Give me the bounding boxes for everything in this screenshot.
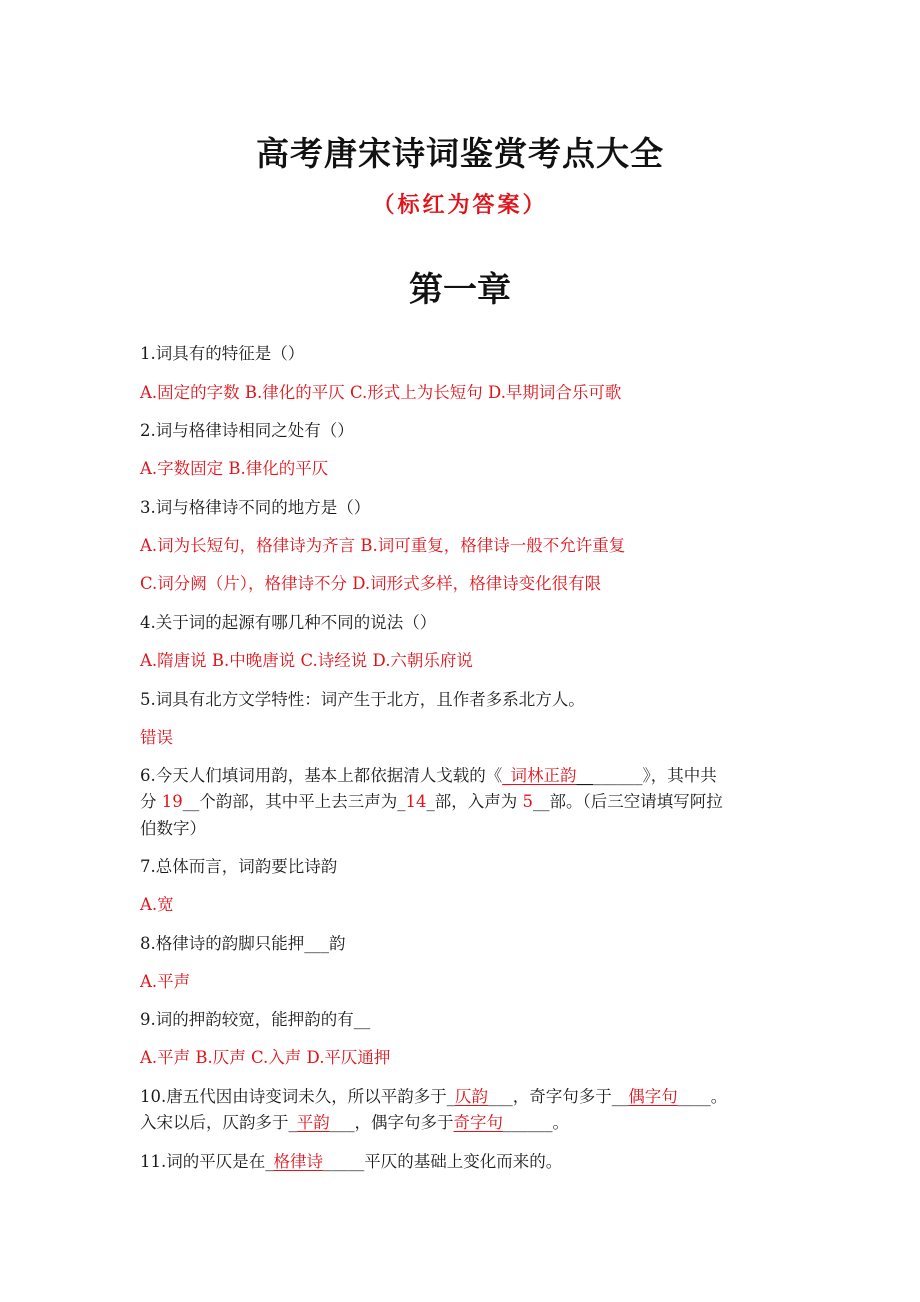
question-7: 7.总体而言，词韵要比诗韵 (140, 857, 338, 876)
q6-answer-14: 14 (405, 792, 427, 811)
q11-text-2: _____平仄的基础上变化而来的。 (323, 1152, 563, 1171)
question-2: 2.词与格律诗相同之处有（） (140, 421, 354, 440)
answer-5: 错误 (140, 728, 173, 747)
question-10-line-2 (140, 1111, 790, 1135)
q10-text-5: ___，偶字句多于 (329, 1113, 454, 1132)
q10-answer-odd-lines: 奇字句 (453, 1113, 503, 1132)
q10-text-2: ___，奇字句多于__ (488, 1087, 629, 1106)
q6-blank-1: __ (576, 766, 593, 785)
q6-answer-book: _词林正韵 (502, 766, 577, 785)
q10-text-3: ____。 (677, 1087, 728, 1106)
question-10-line-1 (140, 1085, 790, 1109)
q6-text-6: __部。（后三空请填写阿拉 (533, 792, 723, 811)
q10-text-6: ______。 (503, 1113, 569, 1132)
q6-answer-5: 5 (522, 792, 533, 811)
question-4: 4.关于词的起源有哪几种不同的说法（） (140, 613, 437, 632)
question-5: 5.词具有北方文学特性：词产生于北方，且作者多系北方人。 (140, 690, 585, 709)
q6-text-4: __个韵部，其中平上去三声为_ (182, 792, 406, 811)
question-6-line-2 (140, 790, 790, 814)
answer-4: A.隋唐说 B.中晚唐说 C.诗经说 D.六朝乐府说 (140, 651, 473, 670)
question-3: 3.词与格律诗不同的地方是（） (140, 498, 371, 517)
q11-text-1: 11.词的平仄是在_ (140, 1152, 274, 1171)
document-title: 高考唐宋诗词鉴赏考点大全 (256, 134, 664, 173)
question-1: 1.词具有的特征是（） (140, 344, 305, 363)
q6-answer-19: 19 (161, 792, 183, 811)
answer-7: A.宽 (140, 895, 174, 914)
q10-answer-ping-rhyme: 平韵 (296, 1113, 330, 1132)
q10-answer-even-lines: 偶字句 (628, 1087, 678, 1106)
q10-answer-ze-rhyme: 仄韵 (455, 1087, 488, 1106)
q10-text-4: 入宋以后，仄韵多于_ (140, 1113, 297, 1132)
q6-text-2: ______》，其中共 (593, 766, 717, 785)
q6-text-5: _部，入声为 (426, 792, 523, 811)
document-subtitle: （标红为答案） (372, 193, 548, 218)
q10-text-1: 10.唐五代因由诗变词未久，所以平韵多于_ (140, 1087, 455, 1106)
question-11 (140, 1150, 790, 1174)
answer-3-line-1: A.词为长短句，格律诗为齐言 B.词可重复，格律诗一般不允许重复 (140, 536, 626, 555)
q11-answer-regulated-verse: 格律诗 (273, 1152, 323, 1171)
answer-8: A.平声 (140, 972, 191, 991)
answer-3-line-2: C.词分阙（片），格律诗不分 D.词形式多样，格律诗变化很有限 (140, 574, 602, 593)
chapter-heading: 第一章 (409, 270, 511, 310)
question-8: 8.格律诗的韵脚只能押___韵 (140, 934, 346, 953)
answer-2: A.字数固定 B.律化的平仄 (140, 459, 329, 478)
answer-1: A.固定的字数 B.律化的平仄 C.形式上为长短句 D.早期词合乐可歌 (140, 383, 622, 402)
question-6-line-1 (140, 764, 790, 788)
question-9: 9.词的押韵较宽，能押韵的有__ (140, 1010, 371, 1029)
q6-text-1: 6.今天人们填词用韵，基本上都依据清人戈载的《 (140, 766, 503, 785)
answer-9: A.平声 B.仄声 C.入声 D.平仄通押 (140, 1048, 391, 1067)
q6-text-3: 分 (140, 792, 162, 811)
question-6-line-3: 伯数字） (140, 819, 206, 838)
